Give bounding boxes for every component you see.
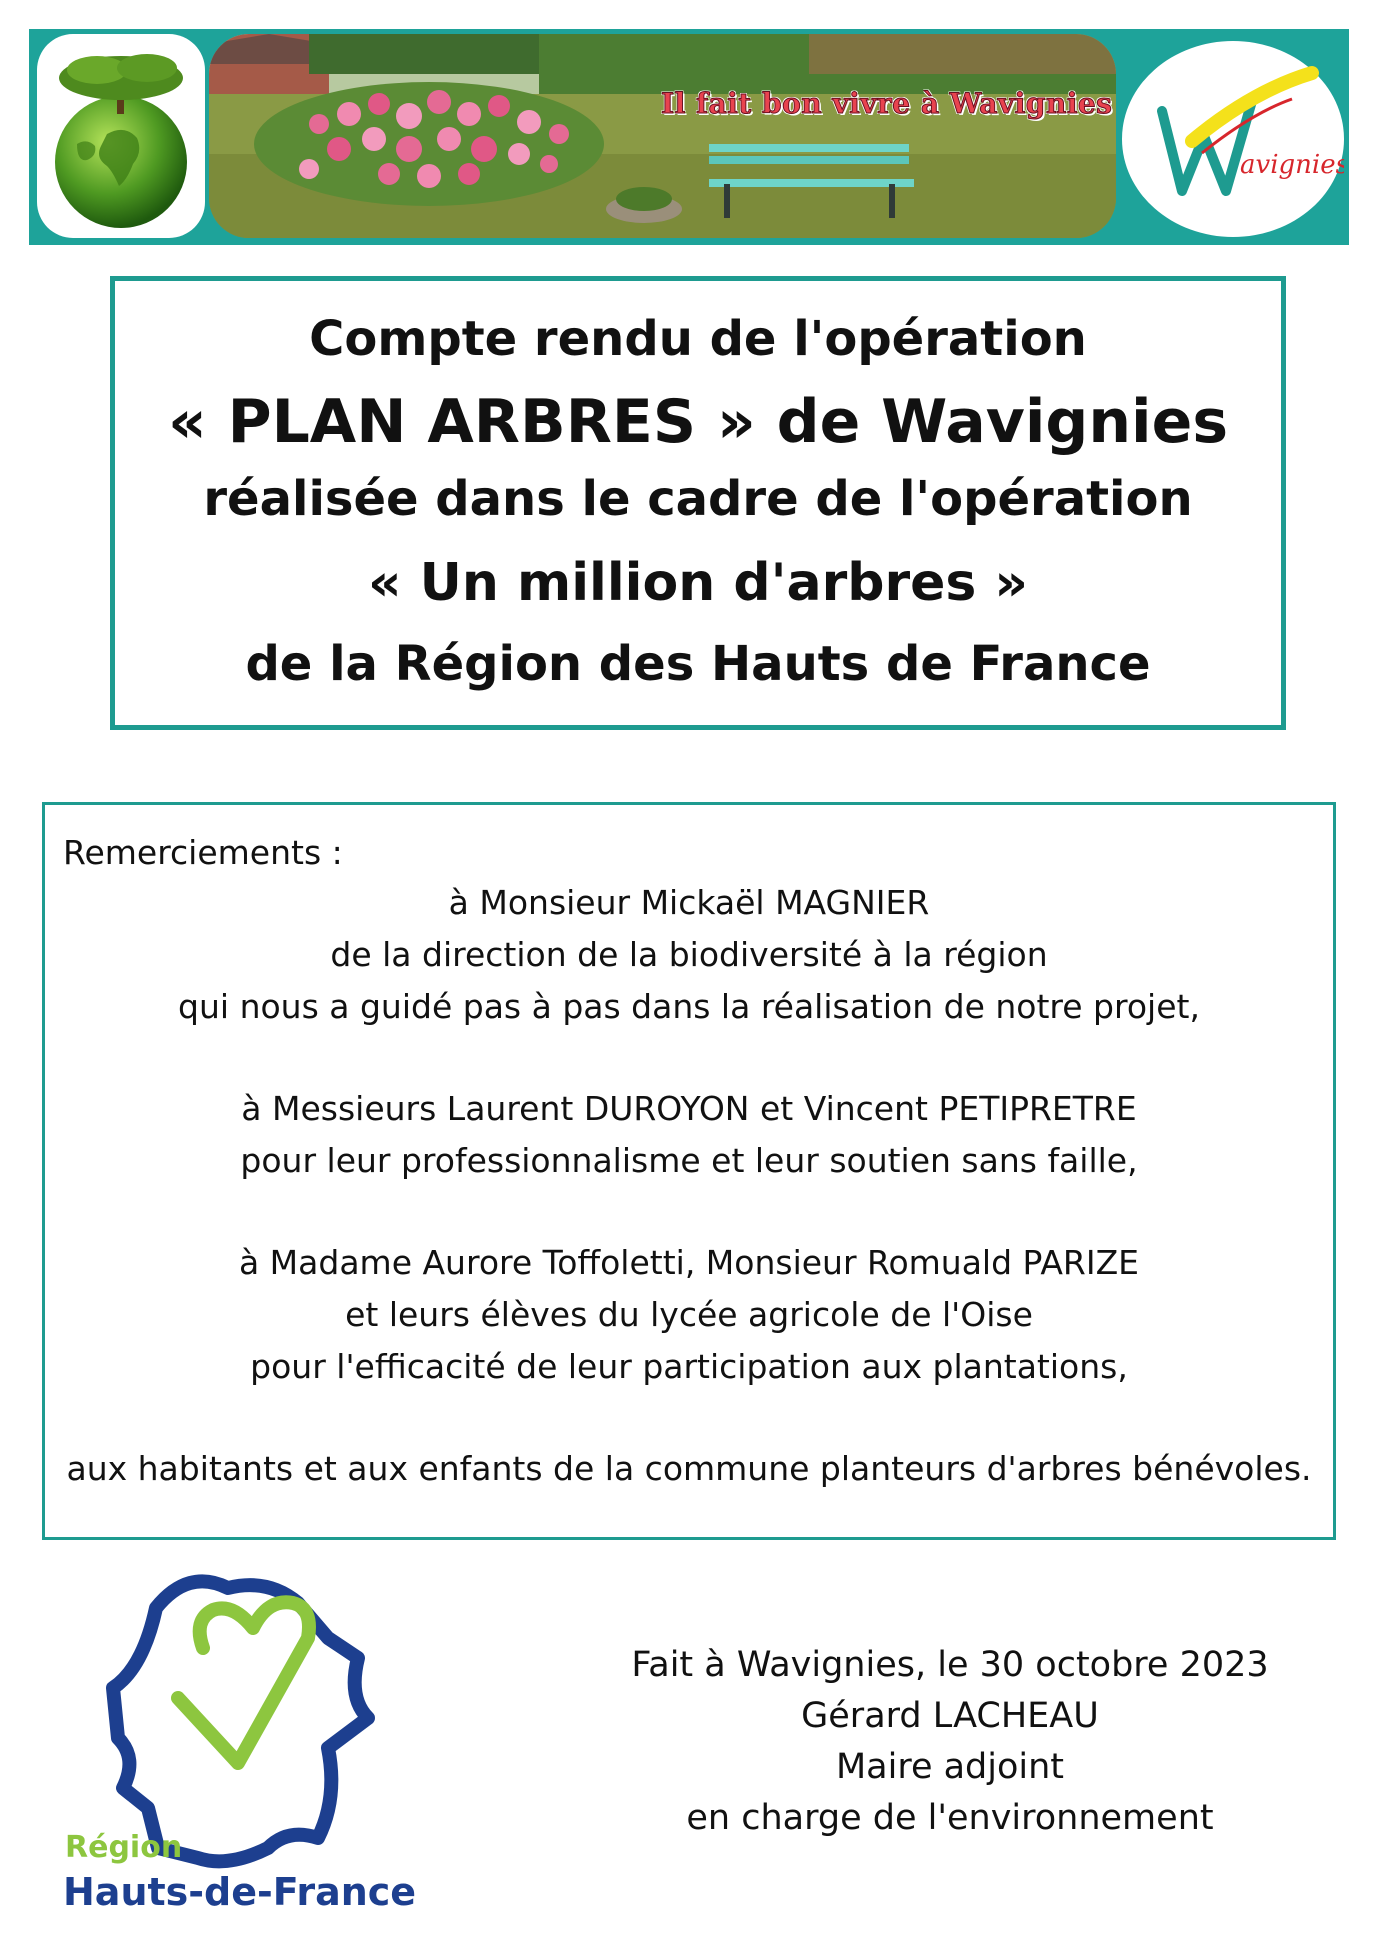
- thanks-line: à Madame Aurore Toffoletti, Monsieur Romuald PARIZE: [238, 1243, 1140, 1282]
- region-word-region: Région: [65, 1830, 183, 1865]
- thanks-box: [42, 802, 1336, 1540]
- title-line-5: de la Région des Hauts de France: [245, 636, 1151, 692]
- signature-place-date: Fait à Wavignies, le 30 octobre 2023: [631, 1645, 1269, 1685]
- thanks-line: qui nous a guidé pas à pas dans la réalisation de notre projet,: [178, 987, 1200, 1026]
- garden-bench-photo: [209, 34, 1116, 238]
- logo-text: avignies: [1240, 150, 1344, 180]
- title-line-2: « PLAN ARBRES » de Wavignies: [167, 387, 1229, 457]
- signature-name: Gérard LACHEAU: [801, 1696, 1099, 1736]
- title-box: [110, 276, 1286, 730]
- globe-tree-image: [37, 34, 205, 238]
- title-line-4: « Un million d'arbres »: [367, 553, 1029, 613]
- banner-slogan: Il fait bon vivre à Wavignies: [661, 87, 1113, 120]
- wavignies-logo: [1122, 41, 1344, 237]
- thanks-line: à Monsieur Mickaël MAGNIER: [448, 883, 930, 922]
- signature-role2: en charge de l'environnement: [686, 1798, 1214, 1838]
- thanks-line: aux habitants et aux enfants de la commune planteurs d'arbres bénévoles.: [66, 1449, 1312, 1488]
- thanks-line: de la direction de la biodiversité à la région: [330, 935, 1048, 974]
- thanks-line: à Messieurs Laurent DUROYON et Vincent PETIPRETRE: [241, 1089, 1137, 1128]
- signature-role: Maire adjoint: [835, 1747, 1065, 1787]
- thanks-label: Remerciements :: [63, 833, 343, 872]
- thanks-line: pour l'efficacité de leur participation aux plantations,: [250, 1347, 1128, 1386]
- title-line-1: Compte rendu de l'opération: [309, 311, 1087, 367]
- thanks-line: et leurs élèves du lycée agricole de l'Oise: [345, 1295, 1033, 1334]
- header-banner: [29, 29, 1349, 245]
- title-line-3: réalisée dans le cadre de l'opération: [203, 471, 1193, 527]
- region-word-hdf: Hauts-de-France: [63, 1870, 417, 1914]
- thanks-line: pour leur professionnalisme et leur soutien sans faille,: [240, 1141, 1138, 1180]
